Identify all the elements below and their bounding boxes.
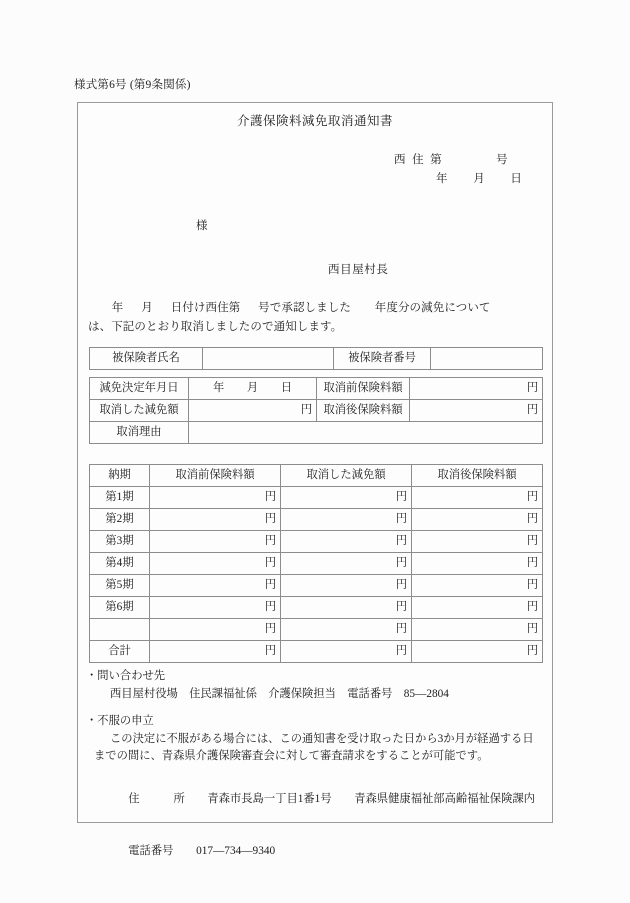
table-row	[90, 487, 543, 509]
cancel-reason-label: 取消理由	[90, 422, 189, 444]
installment-table	[89, 464, 543, 663]
document-date-line: 年 月 日	[436, 173, 523, 185]
period-cancelled-value[interactable]: 円	[281, 597, 412, 619]
tel-row	[86, 826, 548, 879]
period-after-value[interactable]: 円	[412, 487, 543, 509]
period-before-value[interactable]: 円	[150, 487, 281, 509]
header-before-amount: 取消前保険料額	[150, 465, 281, 487]
tel-gap	[173, 845, 196, 857]
address-value: 青森市長島一丁目1番1号 青森県健康福祉部高齢福祉保険課内	[207, 792, 535, 805]
period-cancelled-value[interactable]: 円	[281, 487, 412, 509]
period-after-value[interactable]: 円	[412, 575, 543, 597]
contact-note	[86, 668, 548, 703]
header-cancelled-amount: 取消した減免額	[281, 465, 412, 487]
document-title: 介護保険料減免取消通知書	[236, 114, 393, 128]
after-amount-label: 取消後保険料額	[317, 400, 410, 422]
document-inner	[78, 103, 552, 857]
document-frame	[77, 102, 553, 857]
contact-heading: ・問い合わせ先	[86, 670, 166, 682]
insured-number-label: 被保険者番号	[334, 348, 431, 370]
after-amount-value[interactable]: 円	[410, 400, 543, 422]
total-label: 合計	[90, 641, 150, 663]
table-row	[90, 422, 543, 444]
table-row	[90, 575, 543, 597]
total-after-value[interactable]: 円	[412, 641, 543, 663]
period-before-value[interactable]: 円	[150, 553, 281, 575]
decision-date-label: 減免決定年月日	[90, 378, 189, 400]
body-line-2: は、下記のとおり取消しましたので通知します。	[88, 321, 343, 333]
period-cancelled-value[interactable]: 円	[281, 575, 412, 597]
table-row	[90, 400, 543, 422]
table-row	[90, 509, 543, 531]
tel-value: 017—734—9340	[196, 845, 276, 857]
table-row	[90, 531, 543, 553]
period-label: 第6期	[90, 597, 150, 619]
before-amount-value[interactable]: 円	[410, 378, 543, 400]
header-after-amount: 取消後保険料額	[412, 465, 543, 487]
table-row	[90, 378, 543, 400]
form-code: 様式第6号 (第9条関係)	[74, 79, 191, 91]
table-header-row	[90, 465, 543, 487]
document-number-line: 西 住 第 号	[394, 154, 508, 166]
body-paragraph	[88, 299, 544, 337]
address-label: 住 所	[128, 792, 185, 805]
period-after-value[interactable]: 円	[412, 553, 543, 575]
decision-date-value[interactable]: 年 月 日	[189, 378, 317, 400]
period-label: 第1期	[90, 487, 150, 509]
appeal-heading: ・不服の申立	[86, 715, 154, 727]
period-before-value[interactable]: 円	[150, 531, 281, 553]
table-total-row	[90, 641, 543, 663]
period-label-blank[interactable]	[90, 619, 150, 641]
appeal-line-1: この決定に不服がある場合には、この通知書を受け取った日から3か月が経過する日	[110, 732, 534, 745]
contact-detail-line: 西目屋村役場 住民課福祉係 介護保険担当 電話番号 85—2804	[110, 687, 449, 700]
issuer-name: 西目屋村長	[328, 264, 389, 276]
total-before-value[interactable]: 円	[150, 641, 281, 663]
insured-name-label: 被保険者氏名	[90, 348, 203, 370]
period-after-value[interactable]: 円	[412, 531, 543, 553]
period-label: 第4期	[90, 553, 150, 575]
period-before-value[interactable]: 円	[150, 619, 281, 641]
appeal-line-2: までの間に、青森県介護保険審査会に対して審査請求をすることが可能です。	[94, 750, 489, 762]
address-gap	[185, 793, 208, 805]
period-after-value[interactable]: 円	[412, 597, 543, 619]
table-row	[90, 619, 543, 641]
period-cancelled-value[interactable]: 円	[281, 619, 412, 641]
period-before-value[interactable]: 円	[150, 509, 281, 531]
insured-info-table	[89, 347, 543, 370]
appeal-note	[86, 713, 548, 766]
period-cancelled-value[interactable]: 円	[281, 553, 412, 575]
cancelled-reduction-label: 取消した減免額	[90, 400, 189, 422]
table-row	[90, 553, 543, 575]
period-label: 第5期	[90, 575, 150, 597]
table-row	[90, 597, 543, 619]
decision-amounts-table	[89, 377, 543, 444]
period-after-value[interactable]: 円	[412, 509, 543, 531]
tel-label: 電話番号	[128, 845, 174, 857]
period-label: 第3期	[90, 531, 150, 553]
insured-number-value[interactable]	[431, 348, 543, 370]
before-amount-label: 取消前保険料額	[317, 378, 410, 400]
header-period: 納期	[90, 465, 150, 487]
table-row	[90, 348, 543, 370]
contact-detail	[86, 686, 548, 704]
appeal-authority-address	[86, 773, 548, 878]
period-before-value[interactable]: 円	[150, 597, 281, 619]
addressee-honorific: 様	[196, 220, 208, 232]
cancelled-reduction-value[interactable]: 円	[189, 400, 317, 422]
cancel-reason-value[interactable]	[189, 422, 543, 444]
total-cancelled-value[interactable]: 円	[281, 641, 412, 663]
appeal-detail	[86, 731, 548, 766]
period-cancelled-value[interactable]: 円	[281, 531, 412, 553]
period-after-value[interactable]: 円	[412, 619, 543, 641]
body-line-1: 年 月 日付け西住第 号で承認しました 年度分の減免について	[88, 302, 491, 314]
insured-name-value[interactable]	[203, 348, 334, 370]
period-before-value[interactable]: 円	[150, 575, 281, 597]
period-label: 第2期	[90, 509, 150, 531]
address-row	[86, 773, 548, 826]
period-cancelled-value[interactable]: 円	[281, 509, 412, 531]
